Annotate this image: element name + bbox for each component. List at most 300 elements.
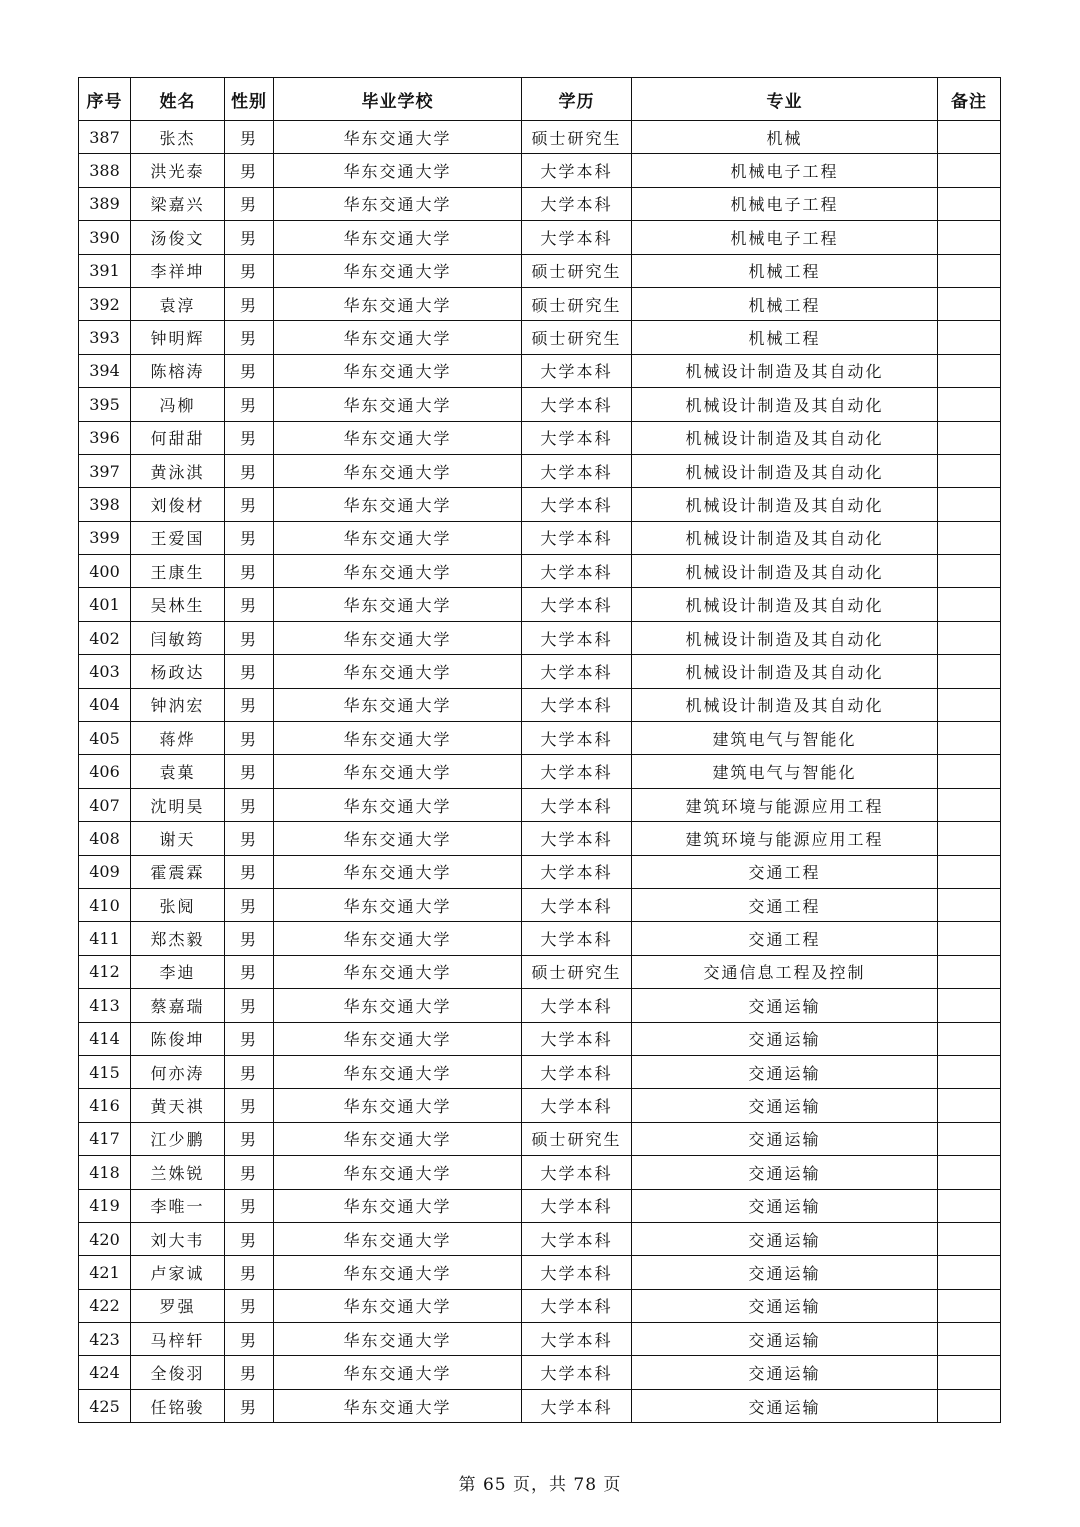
cell-name: 兰姝锐 — [131, 1156, 225, 1189]
cell-major: 交通工程 — [632, 888, 938, 921]
cell-gender: 男 — [225, 388, 274, 421]
cell-gender: 男 — [225, 287, 274, 320]
cell-school: 华东交通大学 — [274, 989, 522, 1022]
cell-remarks — [938, 154, 1001, 187]
cell-degree: 大学本科 — [522, 621, 632, 654]
cell-name: 任铭骏 — [131, 1389, 225, 1422]
cell-major: 机械设计制造及其自动化 — [632, 555, 938, 588]
cell-school: 华东交通大学 — [274, 388, 522, 421]
cell-major: 建筑环境与能源应用工程 — [632, 822, 938, 855]
cell-gender: 男 — [225, 855, 274, 888]
cell-serial-number: 402 — [79, 621, 131, 654]
cell-serial-number: 390 — [79, 221, 131, 254]
table-row — [79, 287, 1001, 320]
cell-serial-number: 397 — [79, 454, 131, 487]
cell-remarks — [938, 1055, 1001, 1088]
cell-serial-number: 407 — [79, 788, 131, 821]
cell-major: 机械设计制造及其自动化 — [632, 621, 938, 654]
cell-serial-number: 405 — [79, 722, 131, 755]
cell-degree: 大学本科 — [522, 488, 632, 521]
cell-serial-number: 421 — [79, 1256, 131, 1289]
cell-school: 华东交通大学 — [274, 621, 522, 654]
cell-gender: 男 — [225, 955, 274, 988]
table-row — [79, 1022, 1001, 1055]
cell-major: 机械电子工程 — [632, 187, 938, 220]
table-row — [79, 1256, 1001, 1289]
cell-serial-number: 411 — [79, 922, 131, 955]
table-row — [79, 1356, 1001, 1389]
cell-serial-number: 415 — [79, 1055, 131, 1088]
header-major: 专业 — [632, 78, 938, 121]
header-row — [79, 78, 1001, 121]
table-row — [79, 588, 1001, 621]
cell-school: 华东交通大学 — [274, 1189, 522, 1222]
cell-name: 何甜甜 — [131, 421, 225, 454]
cell-gender: 男 — [225, 1022, 274, 1055]
cell-gender: 男 — [225, 1356, 274, 1389]
cell-remarks — [938, 1122, 1001, 1155]
cell-school: 华东交通大学 — [274, 154, 522, 187]
cell-name: 刘俊材 — [131, 488, 225, 521]
cell-school: 华东交通大学 — [274, 555, 522, 588]
cell-school: 华东交通大学 — [274, 1356, 522, 1389]
cell-name: 钟明辉 — [131, 321, 225, 354]
cell-name: 何亦涛 — [131, 1055, 225, 1088]
cell-gender: 男 — [225, 1222, 274, 1255]
cell-gender: 男 — [225, 621, 274, 654]
table-row — [79, 1055, 1001, 1088]
cell-name: 黄天祺 — [131, 1089, 225, 1122]
cell-degree: 大学本科 — [522, 1222, 632, 1255]
cell-gender: 男 — [225, 521, 274, 554]
cell-serial-number: 391 — [79, 254, 131, 287]
cell-gender: 男 — [225, 1089, 274, 1122]
cell-remarks — [938, 1323, 1001, 1356]
cell-remarks — [938, 1289, 1001, 1322]
cell-major: 机械电子工程 — [632, 154, 938, 187]
cell-major: 交通运输 — [632, 1289, 938, 1322]
cell-name: 沈明昊 — [131, 788, 225, 821]
cell-degree: 大学本科 — [522, 1189, 632, 1222]
cell-gender: 男 — [225, 922, 274, 955]
cell-remarks — [938, 1189, 1001, 1222]
cell-serial-number: 406 — [79, 755, 131, 788]
cell-degree: 大学本科 — [522, 1089, 632, 1122]
cell-name: 汤俊文 — [131, 221, 225, 254]
cell-school: 华东交通大学 — [274, 321, 522, 354]
cell-serial-number: 423 — [79, 1323, 131, 1356]
cell-major: 交通工程 — [632, 855, 938, 888]
cell-gender: 男 — [225, 588, 274, 621]
cell-school: 华东交通大学 — [274, 655, 522, 688]
cell-remarks — [938, 688, 1001, 721]
cell-remarks — [938, 1389, 1001, 1422]
cell-school: 华东交通大学 — [274, 287, 522, 320]
table-row — [79, 822, 1001, 855]
cell-gender: 男 — [225, 822, 274, 855]
cell-school: 华东交通大学 — [274, 454, 522, 487]
cell-remarks — [938, 989, 1001, 1022]
cell-serial-number: 400 — [79, 555, 131, 588]
cell-serial-number: 392 — [79, 287, 131, 320]
cell-degree: 大学本科 — [522, 388, 632, 421]
cell-major: 交通运输 — [632, 1022, 938, 1055]
cell-gender: 男 — [225, 254, 274, 287]
cell-remarks — [938, 1356, 1001, 1389]
cell-remarks — [938, 1022, 1001, 1055]
cell-major: 机械设计制造及其自动化 — [632, 655, 938, 688]
cell-remarks — [938, 655, 1001, 688]
cell-school: 华东交通大学 — [274, 588, 522, 621]
cell-gender: 男 — [225, 1122, 274, 1155]
table-row — [79, 1189, 1001, 1222]
cell-degree: 大学本科 — [522, 922, 632, 955]
cell-serial-number: 401 — [79, 588, 131, 621]
cell-serial-number: 404 — [79, 688, 131, 721]
cell-degree: 硕士研究生 — [522, 254, 632, 287]
cell-degree: 大学本科 — [522, 688, 632, 721]
cell-gender: 男 — [225, 321, 274, 354]
cell-name: 闫敏筠 — [131, 621, 225, 654]
cell-remarks — [938, 788, 1001, 821]
cell-serial-number: 389 — [79, 187, 131, 220]
cell-school: 华东交通大学 — [274, 421, 522, 454]
cell-degree: 大学本科 — [522, 788, 632, 821]
cell-remarks — [938, 888, 1001, 921]
table-row — [79, 922, 1001, 955]
table-row — [79, 655, 1001, 688]
cell-major: 交通运输 — [632, 1356, 938, 1389]
cell-degree: 大学本科 — [522, 454, 632, 487]
table-row — [79, 788, 1001, 821]
table-row — [79, 187, 1001, 220]
cell-gender: 男 — [225, 1389, 274, 1422]
cell-remarks — [938, 1256, 1001, 1289]
cell-gender: 男 — [225, 354, 274, 387]
cell-major: 机械设计制造及其自动化 — [632, 454, 938, 487]
cell-serial-number: 388 — [79, 154, 131, 187]
cell-serial-number: 425 — [79, 1389, 131, 1422]
cell-name: 霍震霖 — [131, 855, 225, 888]
cell-name: 江少鹏 — [131, 1122, 225, 1155]
cell-name: 王爱国 — [131, 521, 225, 554]
cell-serial-number: 410 — [79, 888, 131, 921]
header-school: 毕业学校 — [274, 78, 522, 121]
cell-remarks — [938, 421, 1001, 454]
cell-gender: 男 — [225, 121, 274, 154]
table-body — [79, 121, 1001, 1423]
cell-degree: 大学本科 — [522, 655, 632, 688]
cell-name: 冯柳 — [131, 388, 225, 421]
cell-school: 华东交通大学 — [274, 1222, 522, 1255]
cell-remarks — [938, 1156, 1001, 1189]
cell-name: 罗强 — [131, 1289, 225, 1322]
cell-major: 交通工程 — [632, 922, 938, 955]
table-row — [79, 855, 1001, 888]
cell-major: 机械设计制造及其自动化 — [632, 354, 938, 387]
cell-degree: 大学本科 — [522, 855, 632, 888]
cell-major: 交通运输 — [632, 1222, 938, 1255]
cell-remarks — [938, 1089, 1001, 1122]
cell-name: 郑杰毅 — [131, 922, 225, 955]
cell-remarks — [938, 1222, 1001, 1255]
table-row — [79, 722, 1001, 755]
table-row — [79, 1222, 1001, 1255]
cell-school: 华东交通大学 — [274, 1289, 522, 1322]
cell-remarks — [938, 321, 1001, 354]
cell-name: 袁菓 — [131, 755, 225, 788]
cell-serial-number: 418 — [79, 1156, 131, 1189]
table-row — [79, 1289, 1001, 1322]
cell-degree: 大学本科 — [522, 1389, 632, 1422]
header-degree: 学历 — [522, 78, 632, 121]
table-row — [79, 521, 1001, 554]
cell-degree: 大学本科 — [522, 521, 632, 554]
cell-gender: 男 — [225, 755, 274, 788]
cell-gender: 男 — [225, 154, 274, 187]
cell-gender: 男 — [225, 488, 274, 521]
cell-gender: 男 — [225, 1289, 274, 1322]
cell-school: 华东交通大学 — [274, 187, 522, 220]
cell-name: 袁淳 — [131, 287, 225, 320]
cell-serial-number: 408 — [79, 822, 131, 855]
cell-gender: 男 — [225, 1323, 274, 1356]
cell-gender: 男 — [225, 454, 274, 487]
header-name: 姓名 — [131, 78, 225, 121]
table-row — [79, 1389, 1001, 1422]
table-row — [79, 955, 1001, 988]
cell-remarks — [938, 621, 1001, 654]
cell-remarks — [938, 755, 1001, 788]
cell-remarks — [938, 187, 1001, 220]
cell-school: 华东交通大学 — [274, 1156, 522, 1189]
cell-gender: 男 — [225, 1256, 274, 1289]
cell-major: 交通运输 — [632, 1122, 938, 1155]
cell-degree: 大学本科 — [522, 888, 632, 921]
cell-serial-number: 395 — [79, 388, 131, 421]
cell-name: 钟汭宏 — [131, 688, 225, 721]
cell-name: 谢天 — [131, 822, 225, 855]
cell-major: 交通运输 — [632, 1189, 938, 1222]
cell-degree: 大学本科 — [522, 221, 632, 254]
cell-name: 陈俊坤 — [131, 1022, 225, 1055]
cell-degree: 大学本科 — [522, 354, 632, 387]
cell-degree: 大学本科 — [522, 1156, 632, 1189]
cell-degree: 大学本科 — [522, 421, 632, 454]
cell-school: 华东交通大学 — [274, 722, 522, 755]
cell-major: 交通运输 — [632, 1089, 938, 1122]
cell-major: 机械电子工程 — [632, 221, 938, 254]
cell-degree: 大学本科 — [522, 1323, 632, 1356]
table-row — [79, 888, 1001, 921]
table-row — [79, 154, 1001, 187]
table-row — [79, 1122, 1001, 1155]
cell-school: 华东交通大学 — [274, 1022, 522, 1055]
cell-major: 建筑电气与智能化 — [632, 755, 938, 788]
cell-school: 华东交通大学 — [274, 855, 522, 888]
cell-gender: 男 — [225, 888, 274, 921]
cell-major: 机械设计制造及其自动化 — [632, 488, 938, 521]
header-remarks: 备注 — [938, 78, 1001, 121]
cell-name: 全俊羽 — [131, 1356, 225, 1389]
cell-school: 华东交通大学 — [274, 888, 522, 921]
cell-name: 杨政达 — [131, 655, 225, 688]
cell-remarks — [938, 955, 1001, 988]
cell-major: 交通运输 — [632, 989, 938, 1022]
cell-degree: 大学本科 — [522, 1289, 632, 1322]
cell-major: 交通运输 — [632, 1156, 938, 1189]
cell-name: 李祥坤 — [131, 254, 225, 287]
cell-degree: 大学本科 — [522, 1055, 632, 1088]
table-row — [79, 421, 1001, 454]
cell-school: 华东交通大学 — [274, 488, 522, 521]
cell-school: 华东交通大学 — [274, 1323, 522, 1356]
cell-degree: 大学本科 — [522, 1356, 632, 1389]
cell-serial-number: 387 — [79, 121, 131, 154]
cell-name: 陈榕涛 — [131, 354, 225, 387]
cell-remarks — [938, 254, 1001, 287]
cell-gender: 男 — [225, 1055, 274, 1088]
cell-school: 华东交通大学 — [274, 688, 522, 721]
cell-serial-number: 422 — [79, 1289, 131, 1322]
cell-name: 王康生 — [131, 555, 225, 588]
cell-gender: 男 — [225, 688, 274, 721]
cell-major: 建筑环境与能源应用工程 — [632, 788, 938, 821]
cell-remarks — [938, 287, 1001, 320]
cell-gender: 男 — [225, 655, 274, 688]
cell-degree: 硕士研究生 — [522, 955, 632, 988]
cell-degree: 大学本科 — [522, 989, 632, 1022]
cell-degree: 大学本科 — [522, 722, 632, 755]
table-row — [79, 688, 1001, 721]
cell-major: 机械 — [632, 121, 938, 154]
cell-school: 华东交通大学 — [274, 922, 522, 955]
cell-remarks — [938, 855, 1001, 888]
cell-school: 华东交通大学 — [274, 521, 522, 554]
cell-gender: 男 — [225, 1156, 274, 1189]
cell-serial-number: 409 — [79, 855, 131, 888]
cell-name: 李迪 — [131, 955, 225, 988]
table-row — [79, 121, 1001, 154]
cell-school: 华东交通大学 — [274, 254, 522, 287]
cell-serial-number: 419 — [79, 1189, 131, 1222]
table-row — [79, 555, 1001, 588]
table-row — [79, 354, 1001, 387]
cell-major: 机械工程 — [632, 321, 938, 354]
table-row — [79, 488, 1001, 521]
cell-name: 李唯一 — [131, 1189, 225, 1222]
cell-major: 机械设计制造及其自动化 — [632, 688, 938, 721]
cell-degree: 大学本科 — [522, 154, 632, 187]
cell-name: 蔡嘉瑞 — [131, 989, 225, 1022]
cell-remarks — [938, 388, 1001, 421]
table-row — [79, 621, 1001, 654]
cell-school: 华东交通大学 — [274, 354, 522, 387]
cell-school: 华东交通大学 — [274, 221, 522, 254]
table-header — [79, 78, 1001, 121]
cell-name: 张阋 — [131, 888, 225, 921]
cell-school: 华东交通大学 — [274, 1256, 522, 1289]
table-row — [79, 454, 1001, 487]
cell-major: 机械工程 — [632, 287, 938, 320]
cell-gender: 男 — [225, 989, 274, 1022]
cell-major: 交通运输 — [632, 1055, 938, 1088]
cell-gender: 男 — [225, 421, 274, 454]
cell-remarks — [938, 488, 1001, 521]
cell-serial-number: 399 — [79, 521, 131, 554]
cell-degree: 硕士研究生 — [522, 321, 632, 354]
header-serial-number: 序号 — [79, 78, 131, 121]
cell-major: 交通运输 — [632, 1256, 938, 1289]
roster-table — [78, 77, 1001, 1423]
cell-serial-number: 412 — [79, 955, 131, 988]
cell-school: 华东交通大学 — [274, 1089, 522, 1122]
cell-remarks — [938, 555, 1001, 588]
cell-name: 蒋烨 — [131, 722, 225, 755]
cell-remarks — [938, 588, 1001, 621]
cell-gender: 男 — [225, 555, 274, 588]
cell-serial-number: 398 — [79, 488, 131, 521]
cell-serial-number: 403 — [79, 655, 131, 688]
cell-name: 马梓轩 — [131, 1323, 225, 1356]
cell-serial-number: 396 — [79, 421, 131, 454]
cell-serial-number: 416 — [79, 1089, 131, 1122]
header-gender: 性别 — [225, 78, 274, 121]
cell-remarks — [938, 822, 1001, 855]
cell-serial-number: 394 — [79, 354, 131, 387]
cell-gender: 男 — [225, 221, 274, 254]
table-row — [79, 1156, 1001, 1189]
cell-major: 建筑电气与智能化 — [632, 722, 938, 755]
cell-gender: 男 — [225, 722, 274, 755]
cell-serial-number: 417 — [79, 1122, 131, 1155]
cell-name: 吴林生 — [131, 588, 225, 621]
table-row — [79, 221, 1001, 254]
cell-school: 华东交通大学 — [274, 788, 522, 821]
cell-name: 刘大韦 — [131, 1222, 225, 1255]
cell-major: 机械设计制造及其自动化 — [632, 521, 938, 554]
cell-serial-number: 393 — [79, 321, 131, 354]
cell-serial-number: 424 — [79, 1356, 131, 1389]
cell-gender: 男 — [225, 187, 274, 220]
table-row — [79, 321, 1001, 354]
cell-name: 卢家诚 — [131, 1256, 225, 1289]
cell-name: 梁嘉兴 — [131, 187, 225, 220]
cell-major: 机械设计制造及其自动化 — [632, 388, 938, 421]
cell-school: 华东交通大学 — [274, 1055, 522, 1088]
cell-major: 交通运输 — [632, 1323, 938, 1356]
table-row — [79, 755, 1001, 788]
cell-degree: 硕士研究生 — [522, 1122, 632, 1155]
table-row — [79, 254, 1001, 287]
cell-degree: 大学本科 — [522, 1022, 632, 1055]
table-row — [79, 388, 1001, 421]
cell-degree: 大学本科 — [522, 187, 632, 220]
cell-major: 机械设计制造及其自动化 — [632, 588, 938, 621]
cell-degree: 硕士研究生 — [522, 121, 632, 154]
cell-major: 交通运输 — [632, 1389, 938, 1422]
cell-school: 华东交通大学 — [274, 1389, 522, 1422]
cell-school: 华东交通大学 — [274, 1122, 522, 1155]
table-row — [79, 1323, 1001, 1356]
cell-name: 洪光泰 — [131, 154, 225, 187]
cell-name: 黄泳淇 — [131, 454, 225, 487]
cell-gender: 男 — [225, 1189, 274, 1222]
cell-school: 华东交通大学 — [274, 755, 522, 788]
cell-remarks — [938, 521, 1001, 554]
cell-gender: 男 — [225, 788, 274, 821]
cell-name: 张杰 — [131, 121, 225, 154]
